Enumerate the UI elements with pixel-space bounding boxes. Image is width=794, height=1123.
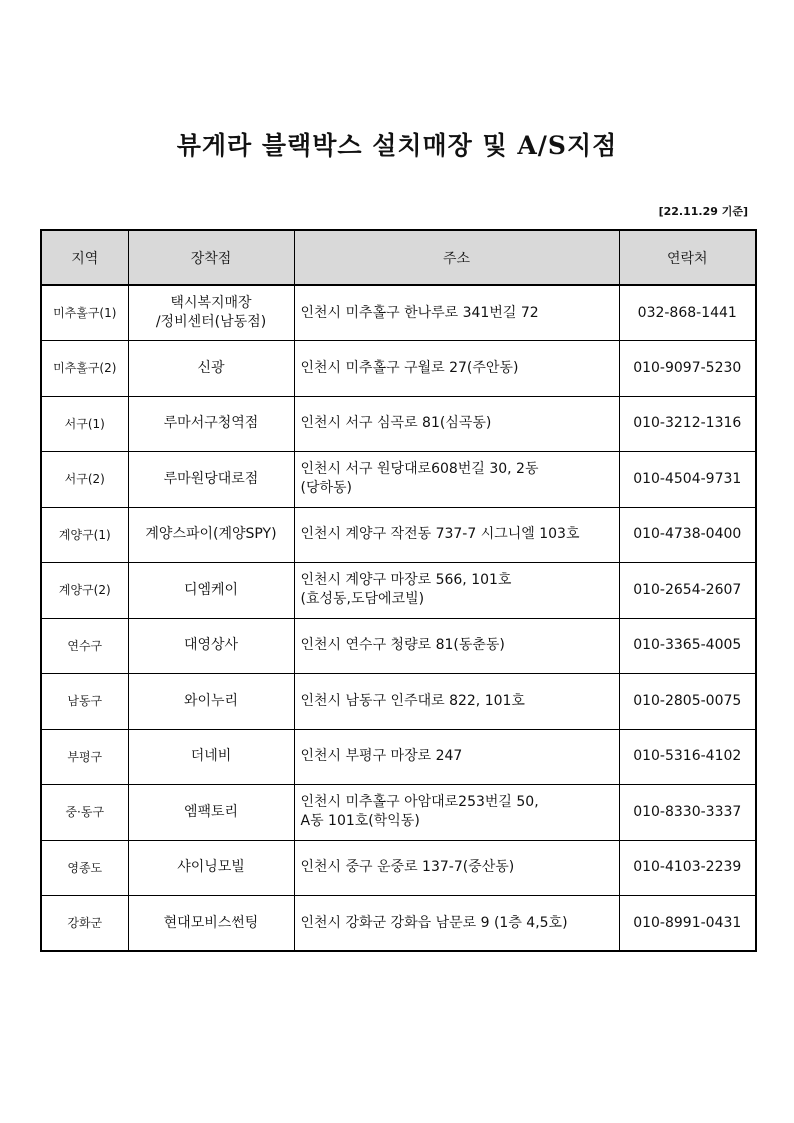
region-cell: 남동구 — [41, 674, 128, 730]
table-row — [41, 896, 756, 952]
table-header-row — [41, 230, 756, 285]
table-row — [41, 618, 756, 674]
phone-cell: 010-2805-0075 — [619, 674, 756, 730]
table-row — [41, 341, 756, 397]
address-cell: 인천시 강화군 강화읍 남문로 9 (1층 4,5호) — [294, 896, 619, 952]
phone-cell: 032-868-1441 — [619, 285, 756, 341]
header-address: 주소 — [294, 230, 619, 285]
address-cell: 인천시 서구 심곡로 81(심곡동) — [294, 396, 619, 452]
store-cell: 와이누리 — [128, 674, 294, 730]
table-row — [41, 396, 756, 452]
table-row — [41, 674, 756, 730]
page-title: 뷰게라 블랙박스 설치매장 및 A/S지점 — [176, 131, 618, 160]
phone-cell: 010-9097-5230 — [619, 341, 756, 397]
address-cell: 인천시 계양구 작전동 737-7 시그니엘 103호 — [294, 507, 619, 563]
region-cell: 계양구(2) — [41, 563, 128, 619]
phone-cell: 010-4103-2239 — [619, 840, 756, 896]
date-note: [22.11.29 기준] — [658, 205, 748, 218]
store-cell: 샤이닝모빌 — [128, 840, 294, 896]
region-cell: 중·동구 — [41, 785, 128, 841]
table-row — [41, 785, 756, 841]
address-cell: 인천시 계양구 마장로 566, 101호 (효성동,도담에코빌) — [294, 563, 619, 619]
header-store: 장착점 — [128, 230, 294, 285]
phone-cell: 010-5316-4102 — [619, 729, 756, 785]
phone-cell: 010-8991-0431 — [619, 896, 756, 952]
region-cell: 부평구 — [41, 729, 128, 785]
region-cell: 서구(1) — [41, 396, 128, 452]
table-row — [41, 452, 756, 508]
address-cell: 인천시 남동구 인주대로 822, 101호 — [294, 674, 619, 730]
store-cell: 더네비 — [128, 729, 294, 785]
store-cell: 대영상사 — [128, 618, 294, 674]
address-cell: 인천시 미추홀구 아암대로253번길 50, A동 101호(학익동) — [294, 785, 619, 841]
store-cell: 계양스파이(계양SPY) — [128, 507, 294, 563]
table-body — [41, 285, 756, 951]
region-cell: 미추홀구(1) — [41, 285, 128, 341]
phone-cell: 010-3365-4005 — [619, 618, 756, 674]
phone-cell: 010-4504-9731 — [619, 452, 756, 508]
table-row — [41, 285, 756, 341]
store-cell: 디엠케이 — [128, 563, 294, 619]
phone-cell: 010-8330-3337 — [619, 785, 756, 841]
table-row — [41, 729, 756, 785]
store-cell: 현대모비스썬팅 — [128, 896, 294, 952]
store-table — [40, 229, 757, 952]
table-row — [41, 840, 756, 896]
store-cell: 택시복지매장 /정비센터(남동점) — [128, 285, 294, 341]
region-cell: 서구(2) — [41, 452, 128, 508]
address-cell: 인천시 부평구 마장로 247 — [294, 729, 619, 785]
region-cell: 연수구 — [41, 618, 128, 674]
address-cell: 인천시 연수구 청량로 81(동춘동) — [294, 618, 619, 674]
region-cell: 계양구(1) — [41, 507, 128, 563]
phone-cell: 010-3212-1316 — [619, 396, 756, 452]
region-cell: 영종도 — [41, 840, 128, 896]
header-region: 지역 — [41, 230, 128, 285]
store-cell: 루마원당대로점 — [128, 452, 294, 508]
table-row — [41, 563, 756, 619]
table-row — [41, 507, 756, 563]
phone-cell: 010-2654-2607 — [619, 563, 756, 619]
header-phone: 연락처 — [619, 230, 756, 285]
address-cell: 인천시 미추홀구 구월로 27(주안동) — [294, 341, 619, 397]
address-cell: 인천시 서구 원당대로608번길 30, 2동 (당하동) — [294, 452, 619, 508]
store-cell: 루마서구청역점 — [128, 396, 294, 452]
address-cell: 인천시 중구 운중로 137-7(중산동) — [294, 840, 619, 896]
store-cell: 신광 — [128, 341, 294, 397]
region-cell: 미추홀구(2) — [41, 341, 128, 397]
address-cell: 인천시 미추홀구 한나루로 341번길 72 — [294, 285, 619, 341]
phone-cell: 010-4738-0400 — [619, 507, 756, 563]
store-cell: 엠팩토리 — [128, 785, 294, 841]
region-cell: 강화군 — [41, 896, 128, 952]
